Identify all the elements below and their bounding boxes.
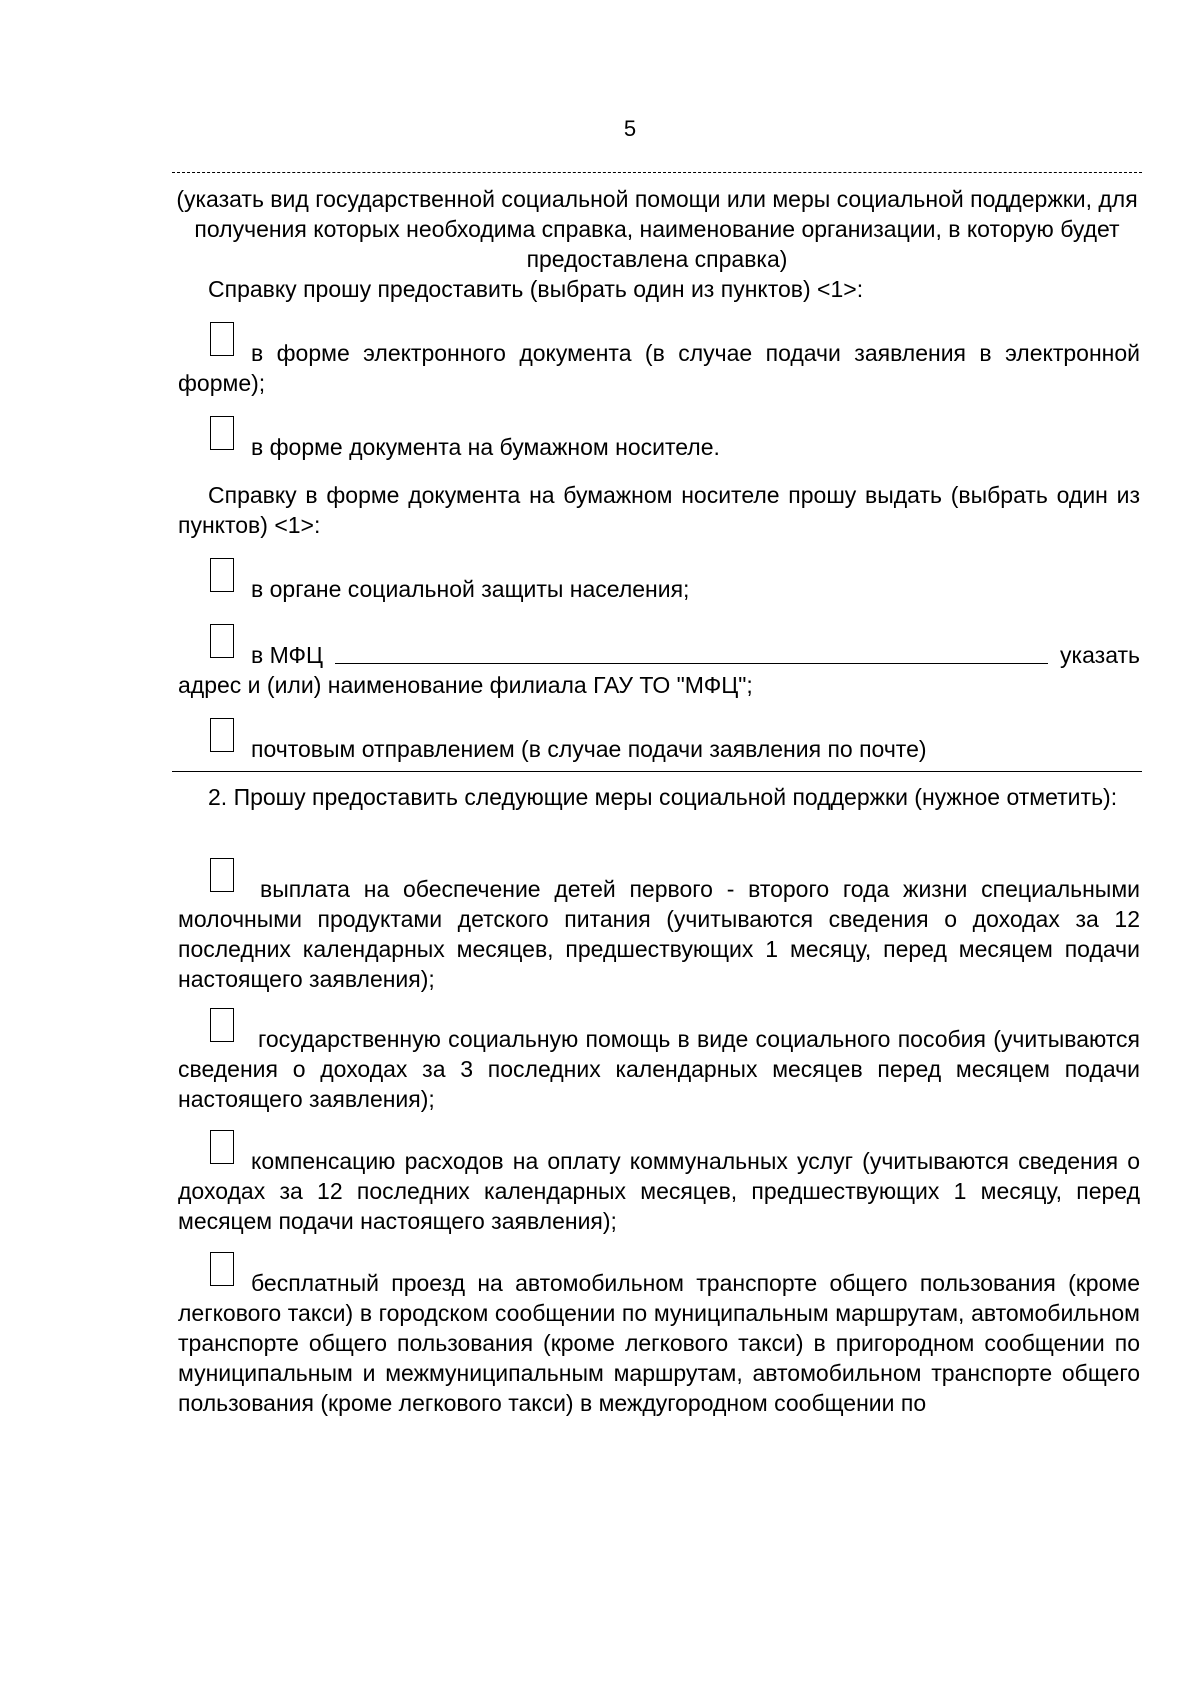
option-social-office (178, 574, 1140, 604)
option-milk-products-label: выплата на обеспечение детей первого - второго года жизни специальными молочными продуктами детского питания (учитываются сведения о доходах за 12 последних календарных месяцев, предшествующих 1 месяцу, перед месяцем подачи настоящего заявления); (178, 876, 1140, 992)
option-social-benefit (178, 1024, 1140, 1114)
caption-hint: (указать вид государственной социальной помощи или меры социальной поддержки, для получения которых необходима справка, наименование организации, в которую будет предоставлена справка) (176, 186, 1138, 272)
option-electronic-label: в форме электронного документа (в случае подачи заявления в электронной форме); (178, 340, 1140, 396)
mfc-address-field[interactable] (335, 663, 1048, 664)
section2-heading: 2. Прошу предоставить следующие меры социальной поддержки (нужное отметить): (208, 784, 1118, 810)
mfc-line (178, 640, 1140, 670)
option-paper (178, 432, 1140, 462)
option-electronic (178, 338, 1140, 398)
option-utilities-label: компенсацию расходов на оплату коммунальных услуг (учитываются сведения о доходах за 12 последних календарных месяцев, предшествующих 1 месяцу, перед месяцем подачи настоящего заявления); (178, 1148, 1140, 1234)
option-utilities (178, 1146, 1140, 1236)
option-social-benefit-label: государственную социальную помощь в виде социального пособия (учитываются сведения о доходах за 3 последних календарных месяцев перед месяцем подачи настоящего заявления); (178, 1026, 1140, 1112)
option-social-office-label: в органе социальной защиты населения; (251, 576, 690, 602)
checkbox-milk-products[interactable] (210, 858, 234, 892)
mfc-label: в МФЦ (251, 642, 324, 668)
checkbox-free-transport[interactable] (210, 1252, 234, 1286)
dashed-divider (172, 172, 1142, 173)
checkbox-social-benefit[interactable] (210, 1008, 234, 1042)
option-post-label: почтовым отправлением (в случае подачи заявления по почте) (251, 736, 927, 762)
option-mfc (178, 640, 1140, 700)
option-milk-products (178, 874, 1140, 994)
checkbox-mfc[interactable] (210, 624, 234, 658)
checkbox-paper[interactable] (210, 416, 234, 450)
option-paper-label: в форме документа на бумажном носителе. (251, 434, 720, 460)
paper-delivery-heading: Справку в форме документа на бумажном носителе прошу выдать (выбрать один из пунктов) <1>: (178, 482, 1140, 538)
option-free-transport-label: бесплатный проезд на автомобильном транспорте общего пользования (кроме легкового такси) в городском сообщении по муниципальным маршрутам, автомобильном транспорте общего пользования (кроме легкового такси) в пригородном сообщении по муниципальным и межмуниципальным маршрутам, автомобильном транспорте общего пользования (кроме легкового такси) в междугородном сообщении по (178, 1270, 1140, 1416)
form-request-heading: Справку прошу предоставить (выбрать один из пунктов) <1>: (208, 276, 864, 302)
option-free-transport (178, 1268, 1140, 1418)
mfc-tail: указать (1060, 642, 1140, 668)
checkbox-electronic[interactable] (210, 322, 234, 356)
option-post (178, 734, 1140, 764)
checkbox-utilities[interactable] (210, 1130, 234, 1164)
checkbox-post[interactable] (210, 718, 234, 752)
page-number: 5 (623, 116, 637, 141)
mfc-continuation: адрес и (или) наименование филиала ГАУ ТО "МФЦ"; (178, 672, 753, 698)
checkbox-social-office[interactable] (210, 558, 234, 592)
section-divider (172, 771, 1142, 772)
